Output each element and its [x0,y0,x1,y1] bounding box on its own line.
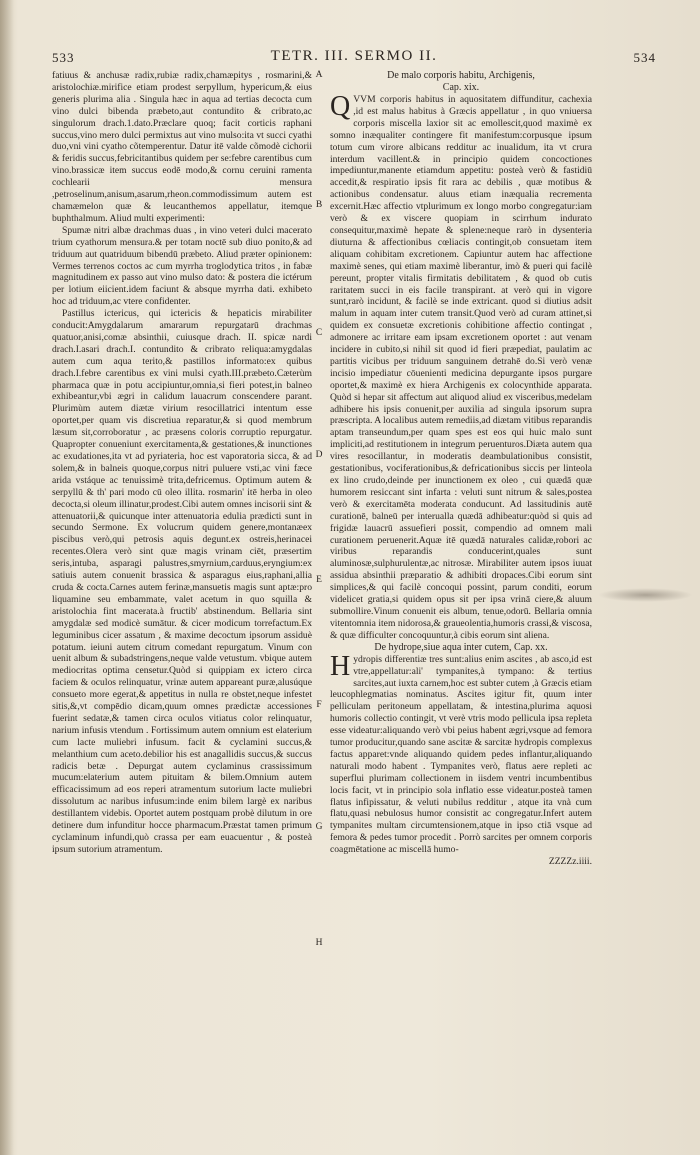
chapter-19-dropcap: Q [330,91,351,122]
chapter-20-body [330,650,592,856]
margin-letter-a: A [315,70,323,80]
left-paragraph-1: fatiuus & anchusæ radix,rubiæ radix,chamæpitys , rosmarini,& aristolochiæ.mirifice etiam prodest serpyllum, hypericum,& eius generis plurima alia . Singula hæc in aqua ad tertias decocta cum vino dulci bibenda præbeto,aut contundito & cribrato,ac singulorum drach.1.dato.Præclare quoq; facit corticis raphani succus,vino mero dulci permixtus aut vino mulso:ita vt succi cyathi duo,vni vini cyatho cõtemperentur. Datur itē valde cõmodè cichorii & feridis succus,febricitantibus quidem per se:febre carentibus cum vino.brassicæ item succus eodē modo,& cornu ceruini ramenta cochlearii mensura ,petroselinum,anisum,asarum,rheon.commodissimum autem est chamæmelon quæ & leucanthemos appellatur, itemque buphthalmum. Aliud multi experimenti: [52,70,312,224]
page-number-right: 534 [633,50,656,65]
ink-mark [598,588,693,602]
margin-letter-g: G [315,822,323,832]
catchword-signature: ZZZZz.iiii. [548,856,592,868]
margin-letter-f: F [316,700,322,710]
margin-letter-c: C [315,328,323,338]
left-column [52,70,312,856]
left-paragraph-2: Spumæ nitri albæ drachmas duas , in vino veteri dulci macerato trium cyathorum mensura.& per totam noctē sub diuo ponito,& ad triduum aut quatriduum bibendū præbeto. Aliud præter opinionem: Vermes terrenos coctos ac cum myrrha troglodytica tritos , in fabæ magnitudinem ex passo aut vino mulso dato: & postera die ictérum per lotium eiicient.idem faciunt & absque myrrha dati. exhibeto hoc ad triduum,ac vtere confidenter. [52,224,312,308]
margin-letter-b: B [315,200,323,210]
running-title: TETR. III. SERMO II. [270,48,438,64]
chapter-20-number: Cap. xx. [514,641,548,653]
chapter-20-title-text: De hydrope,siue aqua inter cutem, [374,641,512,653]
margin-letter-d: D [315,450,323,460]
chapter-19-text: VVM corporis habitus in aquositatem diffunditur, cachexia ,id est malus habitus à Græcis appellatur , in quo vniuersa corporis miscella laxior sit ac emollescit,quod maximè ex somno inæqualiter contingere fit manifestum:corpusque ipsum totum cum virore albicans redditur ac inualidum, ita vt crura interdum vacillent.& in principio quidem concoctiones impediuntur,manente etiamdum appetitu: posteà verò & fastidiū accedit,& respiratio ipsis fit rara ac debilis , quæ motibus & actionibus condensatur. aluus etiam inæqualia recrementa excernit.Hæc affectio vtplurimum ex longo morbo congregatur:iam verò & ex viscere quopiam in scirrhum indurato consequitur,maximè hepate & splene:neque rarò in dysenteria diuturna & affectionibus cœliacis contingit,ob consuetam item aliquam cohibitam excretionem. Capiuntur autem hac affectione maximè senes, qui etiam maximè liberantur, imò & pueri qui facilè pereunt, propter vitalis firmitatis debilitatem , & quod ob cutis raritatem succi in eis facile transpirant. at verò qui in vigore sunt,rarò incidunt, & facilè se inde extricant. quod si diutius adsit malum in aquam inter cutem transit.Quod verò ad curam attinet,si quidem ex consuetæ excretionis cohibitione affectio contingat , admonere ac irritare eam ipsam excretionem oportet : aut venam incidere in cubito,si nihil sit quod id fieri præpediat, paulatim ac partitis vicibus per triduum sanguinem detrahē do.Si verò venæ incisio impediatur cōuenienti medicina depurgante ipsos purgare oportet,& maximè ex hiera Archigenis ex colocynthide apparata. Quòd si hepar sit affectum aut aliquod aliud ex visceribus,medelam adhibere his ipsis conuenit,per auxilia ad singula ipsorum supra præscripta. A localibus autem remediis,ad diætam vitibus reparandis aptam transeundum,per quam spes est eos qui huic malo sunt impliciti,ad restitutionem in integrum peruenturos.Diæta autem qua vires resocillantur, in moderatis deambulationibus consistit, gestationibus, vociferationibus,& defricationibus siccis per linteola ex lino crudo,deinde per inunctionem ex oleo , cui quædā quæ humorem resiccant sint infarta : veluti sunt nitrum & sales,postea verò & exercitamēta moderata conducunt. Ad lassitudinis autē curationē, balneū per interualla quædā adhibeatur:quòd si quis ad frigidæ lauacrū assuefieri possit, compendio ad omnem mali curationem peruenerit.Aquæ itē quædā naturales calidæ,robori ac viribus reparandis conducerint,quales sunt aluminosæ,sulphurulentæ,ac nitrosæ. Mirabiliter autem ipsos iuuat assidua absinthii præparatio & adhibiti dropaces.Cibi eorum sint simplices,& qui facilè concoqui possint, parum conditi, eorum videlicet gratia,si quidem opus sit per ipsa vrinā ciere,& aluum submollire.Vinum conuenit eis album, tenue,odorū. Bellaria omnia vitentomnia item nidorosa,& graueolentia,humoris crassi,& viscosa, & quæ difficulter concoquuntur,à cibis eorum sint aliena. [330,94,592,641]
chapter-20-title [330,642,592,654]
left-paragraph-3: Pastillus ictericus, qui ictericis & hepaticis mirabiliter conducit:Amygdalarum amararum repurgatarū drachmas quatuor,anisi,comæ absinthii, cuiusque drach. II. spicæ nardi drach.I.asari drach.I. contundito & cribrato reliqua:amygdalas autem cum aqua terito,& pastillos informato:ex quibus drach.I.febre carentibus ex vini mulsi cyath.III.præbeto.Cæterùm pharmaca quæ in potu accipiuntur,omnia,si fieri potest,in balneo exhibeantur,vbi ægri in calidum lauacrum conscendere parant. Plurimùm autem diætæ virium resocillatrici intentum esse oportet,per quam vis discretiua reparatur,& si quod membrum læsum sit,corroboratur , ac præsens coloris corruptio repurgatur. Quapropter conueniunt exercitamenta,& gestationes,& inunctiones ac exudationes,ita vt ad pyriateria, hoc est vaporatoria sicca, & ad solem,& in balneis quoque,corpus nitri puluere vsti,ac vini fæce arida vstáque ac tenuissimè trita,defricemus. Optimum autem & serpyllū & th' pari modo cū oleo illita. rosmarin' itē herba in oleo decocta,si oleum illinatur,prodest.Cibi autem omnes incisorii sint & attenuatorii,& quicunque inter attenuatoria edulia prædicti sunt in secundo Sermone. Ex volucrum quidem genere,montanæex piscibus verò,qui petrosis aquis degunt.ex ostreis,herinacei recentes.Olera verò sint quæ magis vrinam ciēt, præsertim seris,intuba, asparagi palustres,smyrnium,carduus,eryngium:ex satiuis autem conuenit brassica & asparagus eius,raphani,allia cruda & cocta.Carnes autem ferinæ,mansuetis magis sunt aptæ:pro liquamine seu embammate, valet acetum in quo squilla & aristolochia fint macerata.à fructib' abstinendum. Bellaria sint amygdalæ sed modicè sumātur. & cicer modicum torrefactum.Ex leguminibus cicer assatum , & maxime decoctum ipsorum assiduè potatum. ieiuni autem citrum comedant repurgatum. Vinum con uenit album & subadstringens,neque valde vetustum. vbique autem mediocritas optima censetur.Quòd si quippiam ex ictero circa faciem & oculos relinquatur, vrinæ autem appareant puræ,alusúque consueto more egerat,& appetitus in nulla re obstet,neque infestet sitis,&,vt compēdio dicam,quum omnes prædictæ accessiones fuerint sedatæ,& tamen circa oculos vitiatus color relinquatur, narium infusis vtendum . Fortissimum autem omnium est elaterium cum lacte muliebri infusum. facit & cyclamini succus,& melanthium cum aceto.debilior his est anagallidis succus,& succus radicis betæ . Depurgat autem cyclaminus crassissimum mucum:elaterium autem pituitam & bilem.Omnium autem efficacissimum ad eos reperi atramentum sutorium lacte muliebri dissolutum ac naribus infusum:inde enim bilem largè ex naribus destillantem videbis. Oportet autem postquam probè dilutum in ore detinere dum infunditur hocce pharmacum.Præstat tamen primum cyclaminum infundi,quò crassa per eam euacuentur , & posteà ipsum sutorium atramentum. [52,308,312,855]
margin-letter-h: H [315,938,323,948]
chapter-19-body [330,91,592,642]
chapter-19-number: Cap. xix. [442,82,480,93]
chapter-20-text: ydropis differentiæ tres sunt:alius enim ascites , ab asco,id est vtre,appellatur:ali' tympanites,à tympano: & tertius sarcites,aut iuxta carnem,hoc est subter cutem ,à Græcis etiam leucophlegmatias nominatus. Ascites igitur fit, quum inter pelliculam peritoneum appellatam, & intestina,plurima aquosi humoris collectio contingit, vt verè vtris modo pellicula ipsa repleta esse videatur:aliquando verò vbi peius habent ægri,vsque ad femora tumor producitur,quando sane ascitæ & sarcitæ hydropis complexus factus apparet:vnde aliquando quidem pedes inflantur,aliquando naturali modo habent . Tympanites verò, flatus aere repleti ac superflui plurimam collectionem in iisdem ventri incumbentibus locis facit, vt in principio sola inflatio esse videatur.posteà tamen flatus infipissatur, & veluti nubilus redditur , atque ita vnà cum flatu,quasi nebulosus humor consistit ac congregatur.Infert autem tympanites multam circumtensionem,atque in ipso ctiā vsque ad femora & pedes tumor procedit . Porrò sarcites per omnem corporis coagmētatione ac miscellā humo- [330,653,592,856]
page-number-left: 533 [52,50,75,65]
right-column [330,70,592,868]
page-header [52,46,656,68]
chapter-19-title: De malo corporis habitu, Archigenis, [387,70,535,81]
margin-letter-e: E [316,575,322,585]
page-gutter-shadow [0,0,14,1155]
chapter-20-dropcap: H [330,650,351,682]
